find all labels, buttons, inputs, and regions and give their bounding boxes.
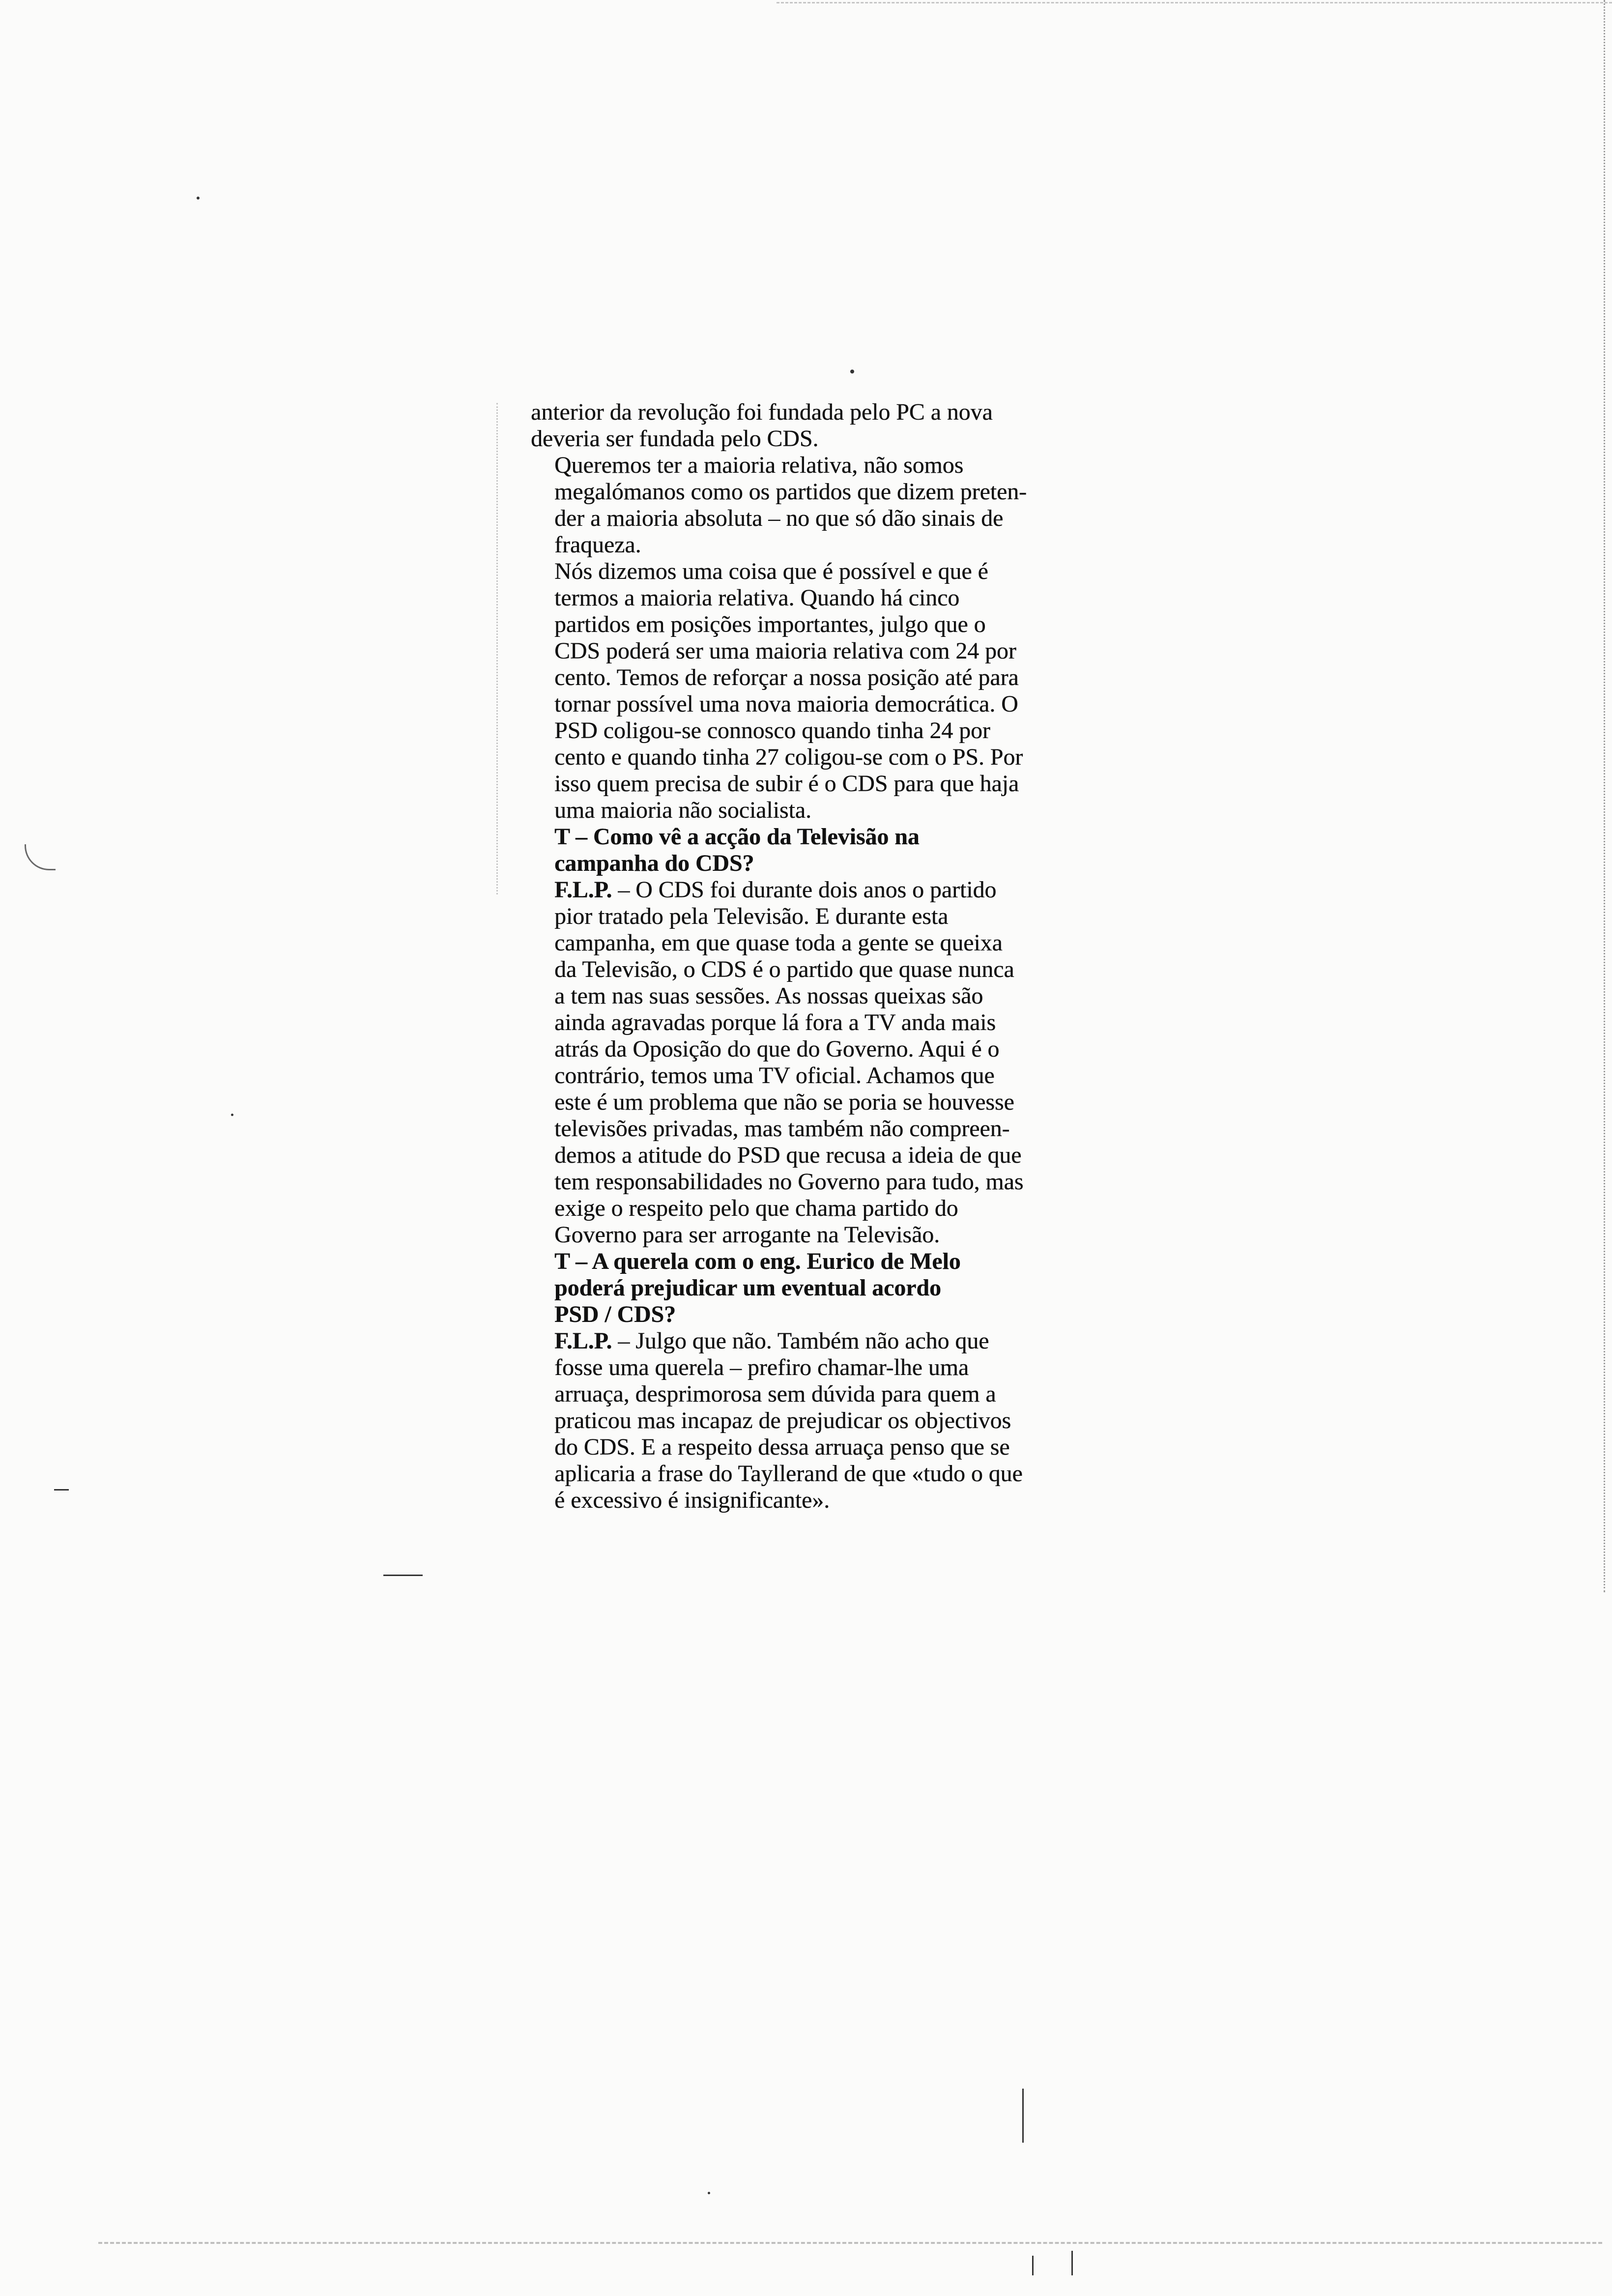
body-paragraph — [531, 558, 1032, 824]
text-line: contrário, temos uma TV oficial. Achamos que — [554, 1062, 995, 1089]
scan-speck — [1071, 2251, 1073, 2275]
text-line: anterior da revolução foi fundada pelo PC a nova — [531, 399, 993, 425]
interview-answer — [531, 877, 1032, 1248]
scan-speck — [1022, 2089, 1024, 2143]
text-line: campanha do CDS? — [554, 850, 754, 876]
text-line: fosse uma querela – prefiro chamar-lhe uma — [554, 1354, 969, 1380]
text-line: do CDS. E a respeito dessa arruaça penso que se — [554, 1434, 1010, 1460]
text-line: isso quem precisa de subir é o CDS para que haja — [554, 771, 1019, 797]
text-line: partidos em posições importantes, julgo que o — [554, 611, 986, 637]
text-line: aplicaria a frase do Tayllerand de que «tudo o que — [554, 1461, 1023, 1487]
text-line: cento. Temos de reforçar a nossa posição até para — [554, 664, 1019, 690]
text-line: cento e quando tinha 27 coligou-se com o PS. Por — [554, 744, 1023, 770]
text-line: atrás da Oposição do que do Governo. Aqui é o — [554, 1036, 1000, 1062]
text-line-content: – O CDS foi durante dois anos o partido — [618, 877, 997, 903]
scan-bottom-border — [98, 2242, 1602, 2245]
text-line: der a maioria absoluta – no que só dão sinais de — [554, 505, 1004, 531]
text-line: ainda agravadas porque lá fora a TV anda mais — [554, 1009, 996, 1035]
text-line: CDS poderá ser uma maioria relativa com 24 por — [554, 638, 1016, 664]
text-line: demos a atitude do PSD que recusa a ideia de que — [554, 1142, 1022, 1168]
text-line: pior tratado pela Televisão. E durante esta — [554, 903, 949, 929]
text-line: termos a maioria relativa. Quando há cinco — [554, 585, 960, 611]
body-paragraph — [531, 399, 1032, 452]
interview-question — [531, 824, 1032, 877]
text-line: poderá prejudicar um eventual acordo — [554, 1275, 941, 1301]
scan-speck — [850, 370, 854, 373]
newspaper-clipping — [531, 399, 1032, 1514]
interview-answer — [531, 1328, 1032, 1514]
interview-question — [531, 1248, 1032, 1328]
speaker-initials: F.L.P. — [554, 1328, 618, 1354]
text-line: uma maioria não socialista. — [554, 797, 811, 823]
text-line: campanha, em que quase toda a gente se queixa — [554, 930, 1003, 956]
text-line: Queremos ter a maioria relativa, não somos — [554, 452, 964, 478]
text-line: exige o respeito pelo que chama partido do — [554, 1195, 958, 1221]
text-line: T – Como vê a acção da Televisão na — [554, 824, 920, 850]
text-line: megalómanos como os partidos que dizem preten- — [554, 479, 1027, 505]
scan-speck — [54, 1489, 69, 1491]
speaker-initials: F.L.P. — [554, 877, 618, 903]
text-line: da Televisão, o CDS é o partido que quase nunca — [554, 956, 1014, 982]
text-line: a tem nas suas sessões. As nossas queixas são — [554, 983, 983, 1009]
text-line-content: – Julgo que não. Também não acho que — [618, 1328, 989, 1354]
scan-speck — [708, 2192, 710, 2194]
text-line: praticou mas incapaz de prejudicar os objectivos — [554, 1407, 1011, 1434]
text-line: tem responsabilidades no Governo para tudo, mas — [554, 1169, 1024, 1195]
scan-speck — [1032, 2256, 1034, 2275]
text-line — [531, 877, 1032, 903]
text-line: é excessivo é insignificante». — [554, 1487, 830, 1513]
scan-left-margin-specks — [496, 403, 503, 894]
text-line: televisões privadas, mas também não compreen- — [554, 1116, 1010, 1142]
text-line: arruaça, desprimorosa sem dúvida para quem a — [554, 1381, 996, 1407]
text-line: este é um problema que não se poria se houvesse — [554, 1089, 1014, 1115]
scan-top-border — [777, 2, 1612, 4]
scan-speck — [231, 1114, 233, 1116]
text-line: Nós dizemos uma coisa que é possível e que é — [554, 558, 988, 584]
text-line: fraqueza. — [554, 532, 641, 558]
scan-right-edge — [1601, 0, 1605, 1592]
text-line: PSD coligou-se connosco quando tinha 24 por — [554, 718, 990, 744]
text-line: T – A querela com o eng. Eurico de Melo — [554, 1248, 961, 1274]
text-line: deveria ser fundada pelo CDS. — [531, 426, 819, 452]
text-line: Governo para ser arrogante na Televisão. — [554, 1222, 940, 1248]
body-paragraph — [531, 452, 1032, 558]
text-line: tornar possível uma nova maioria democrática. O — [554, 691, 1018, 717]
scan-curl-mark — [25, 844, 56, 870]
scan-speck — [197, 197, 200, 200]
text-line: PSD / CDS? — [554, 1301, 676, 1327]
text-line — [531, 1328, 1032, 1354]
scan-speck — [383, 1575, 423, 1576]
